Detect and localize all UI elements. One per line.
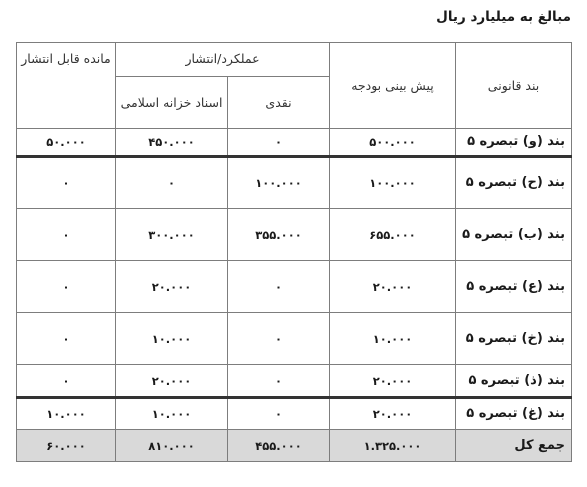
header-clause: بند قانونی xyxy=(456,43,572,129)
bonds-cell: ۳۰۰.۰۰۰ xyxy=(116,209,228,261)
clause-cell: بند (و) تبصره ۵ xyxy=(456,129,572,157)
cash-cell: ۳۵۵.۰۰۰ xyxy=(228,209,330,261)
bonds-cell: ۰ xyxy=(116,157,228,209)
remaining-cell: ۰ xyxy=(17,209,116,261)
bonds-cell: ۲۰.۰۰۰ xyxy=(116,261,228,313)
cash-cell: ۰ xyxy=(228,129,330,157)
remaining-cell: ۰ xyxy=(17,365,116,398)
total-budget-cell: ۱.۳۲۵.۰۰۰ xyxy=(330,430,456,462)
budget-cell: ۱۰۰.۰۰۰ xyxy=(330,157,456,209)
clause-cell: بند (ح) تبصره ۵ xyxy=(456,157,572,209)
header-remaining: مانده قابل انتشار xyxy=(17,43,116,129)
remaining-cell: ۱۰.۰۰۰ xyxy=(17,398,116,430)
header-bonds: اسناد خزانه اسلامی xyxy=(116,77,228,129)
table-row xyxy=(17,365,572,398)
budget-cell: ۱۰.۰۰۰ xyxy=(330,313,456,365)
cash-cell: ۰ xyxy=(228,365,330,398)
bonds-cell: ۱۰.۰۰۰ xyxy=(116,313,228,365)
remaining-cell: ۰ xyxy=(17,157,116,209)
table-row xyxy=(17,261,572,313)
bonds-cell: ۲۰.۰۰۰ xyxy=(116,365,228,398)
cash-cell: ۰ xyxy=(228,398,330,430)
table-row xyxy=(17,129,572,157)
total-cash-cell: ۴۵۵.۰۰۰ xyxy=(228,430,330,462)
table-caption: مبالغ به میلیارد ریال xyxy=(436,9,571,25)
clause-cell: بند (ع) تبصره ۵ xyxy=(456,261,572,313)
budget-cell: ۲۰.۰۰۰ xyxy=(330,261,456,313)
budget-cell: ۵۰۰.۰۰۰ xyxy=(330,129,456,157)
table-row xyxy=(17,157,572,209)
table-row xyxy=(17,313,572,365)
budget-cell: ۶۵۵.۰۰۰ xyxy=(330,209,456,261)
clause-cell: بند (ب) تبصره ۵ xyxy=(456,209,572,261)
clause-cell: بند (غ) تبصره ۵ xyxy=(456,398,572,430)
total-label: جمع کل xyxy=(456,430,572,462)
total-remaining-cell: ۶۰.۰۰۰ xyxy=(17,430,116,462)
budget-cell: ۲۰.۰۰۰ xyxy=(330,365,456,398)
total-bonds-cell: ۸۱۰.۰۰۰ xyxy=(116,430,228,462)
remaining-cell: ۰ xyxy=(17,313,116,365)
bonds-cell: ۱۰.۰۰۰ xyxy=(116,398,228,430)
header-cash: نقدی xyxy=(228,77,330,129)
table-row xyxy=(17,209,572,261)
cash-cell: ۱۰۰.۰۰۰ xyxy=(228,157,330,209)
total-row xyxy=(17,430,572,462)
remaining-cell: ۰ xyxy=(17,261,116,313)
clause-cell: بند (ذ) تبصره ۵ xyxy=(456,365,572,398)
header-budget: پیش بینی بودجه xyxy=(330,43,456,129)
header-performance: عملکرد/انتشار xyxy=(116,43,330,77)
budget-cell: ۲۰.۰۰۰ xyxy=(330,398,456,430)
budget-table xyxy=(16,42,572,462)
bonds-cell: ۴۵۰.۰۰۰ xyxy=(116,129,228,157)
clause-cell: بند (خ) تبصره ۵ xyxy=(456,313,572,365)
cash-cell: ۰ xyxy=(228,313,330,365)
table-row xyxy=(17,398,572,430)
remaining-cell: ۵۰.۰۰۰ xyxy=(17,129,116,157)
cash-cell: ۰ xyxy=(228,261,330,313)
